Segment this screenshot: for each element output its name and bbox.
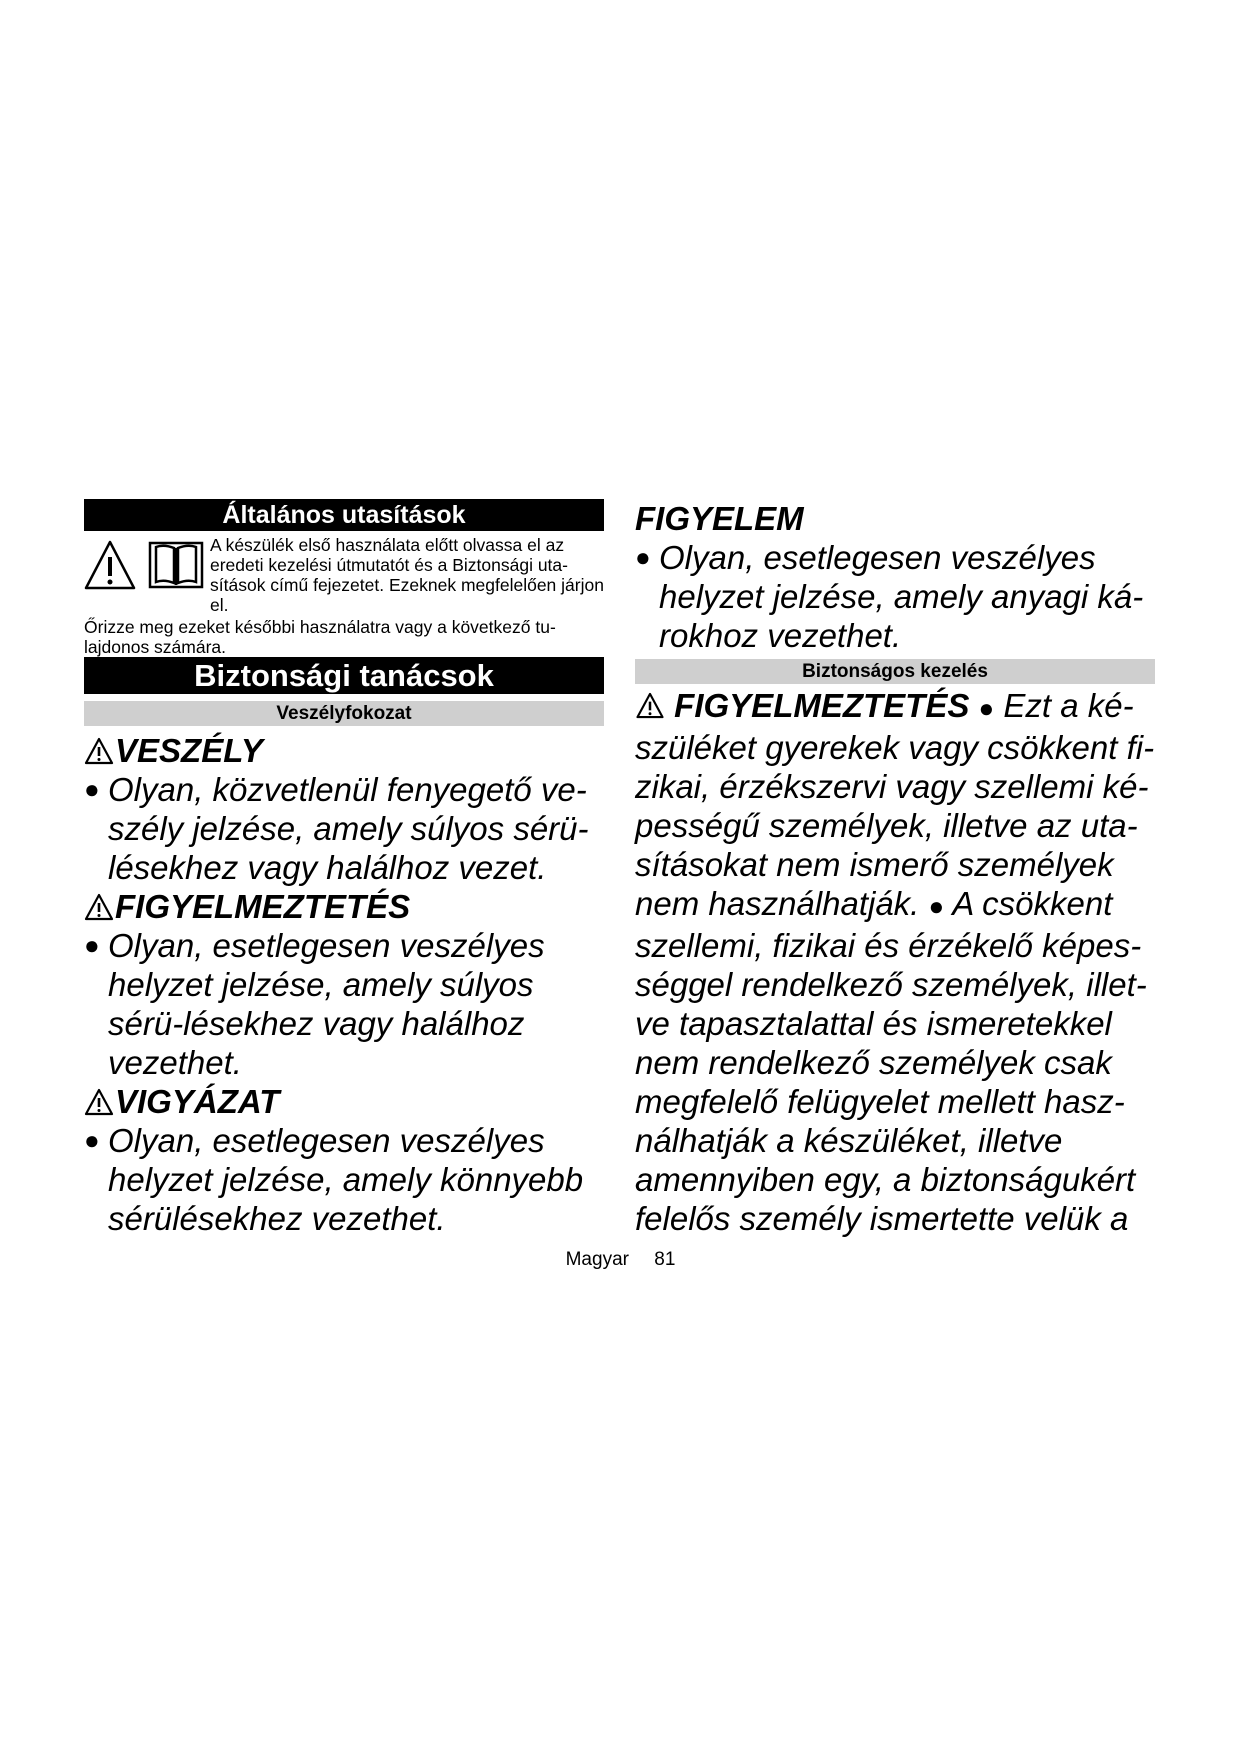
safe-handling-text-1: Ezt a ké-szüléket gyerekek vagy csökkent fi-zikai, érzékszervi vagy szellemi ké-pességű személyek, illetve az uta-sításokat nem ismerő személyek nem használhatják.: [635, 687, 1155, 922]
warning-triangle-icon: [635, 692, 665, 719]
warning-heading: [84, 887, 604, 926]
warning-heading-label: FIGYELMEZTETÉS: [115, 888, 411, 925]
attention-paragraph: [635, 538, 1155, 655]
warning-triangle-icon: [84, 893, 114, 921]
warning-triangle-icon: [84, 1088, 114, 1116]
caution-heading-label: VIGYÁZAT: [115, 1083, 280, 1120]
warning-paragraph: [84, 926, 604, 1082]
intro-text-keep: Őrizze meg ezeket későbbi használatra vagy a következő tu-lajdonos számára.: [84, 617, 556, 657]
manual-book-icon: [150, 543, 202, 587]
subsection-title-safe-handling: Biztonságos kezelés: [635, 659, 1155, 684]
caution-text: Olyan, esetlegesen veszélyes helyzet jelzése, amely könnyebb sérülésekhez vezethet.: [108, 1122, 584, 1237]
intro-text: A készülék első használata előtt olvassa el az eredeti kezelési útmutatót és a Biztonsági uta-sítások című fejezetet. Ezeknek megfelelően járjon el.: [210, 535, 604, 615]
safe-handling-paragraph: [635, 686, 1155, 1238]
attention-heading-label: FIGYELEM: [635, 500, 804, 537]
bullet-icon: ●: [84, 774, 100, 804]
safe-handling-warning-label: FIGYELMEZTETÉS: [674, 687, 970, 724]
warning-triangle-icon: [86, 542, 134, 588]
bullet-icon: ●: [84, 930, 100, 960]
subsection-title-hazard-levels: Veszélyfokozat: [84, 701, 604, 726]
caution-heading: [84, 1082, 604, 1121]
footer-page-number: 81: [654, 1249, 676, 1270]
danger-paragraph: [84, 770, 604, 887]
bullet-icon: ●: [635, 542, 651, 572]
safe-handling-text-2: A csökkent szellemi, fizikai és érzékelő képes-séggel rendelkező személyek, illet-ve tapasztalattal és ismeretekkel nem rendelkező személyek csak megfelelő felügyelet mellett hasz-nálhatják a készüléket, illetve amennyiben egy, a biztonságukért felelős személy ismertette velük a: [635, 885, 1147, 1237]
caution-paragraph: [84, 1121, 604, 1238]
section-title-safety: Biztonsági tanácsok: [84, 657, 604, 694]
section-title-general: Általános utasítások: [84, 499, 604, 531]
attention-text: Olyan, esetlegesen veszélyes helyzet jelzése, amely anyagi ká-rokhoz vezethet.: [659, 539, 1144, 654]
warning-text: Olyan, esetlegesen veszélyes helyzet jelzése, amely súlyos sérü-lésekhez vagy halálhoz vezethet.: [108, 927, 545, 1081]
warning-triangle-icon: [84, 737, 114, 765]
intro-block: [84, 535, 604, 657]
left-column: [84, 499, 604, 1238]
footer-language: Magyar: [565, 1249, 629, 1270]
danger-text: Olyan, közvetlenül fenyegető ve-szély jelzése, amely súlyos sérü-lésekhez vagy halálhoz vezet.: [108, 771, 589, 886]
bullet-icon: ●: [928, 891, 945, 921]
danger-heading-label: VESZÉLY: [115, 732, 263, 769]
bullet-icon: ●: [978, 693, 995, 723]
right-column: [635, 499, 1155, 1238]
warning-manual-icons: [84, 539, 206, 591]
bullet-icon: ●: [84, 1125, 100, 1155]
attention-heading: [635, 499, 1155, 538]
danger-heading: [84, 731, 604, 770]
page-footer: [0, 1248, 1241, 1272]
